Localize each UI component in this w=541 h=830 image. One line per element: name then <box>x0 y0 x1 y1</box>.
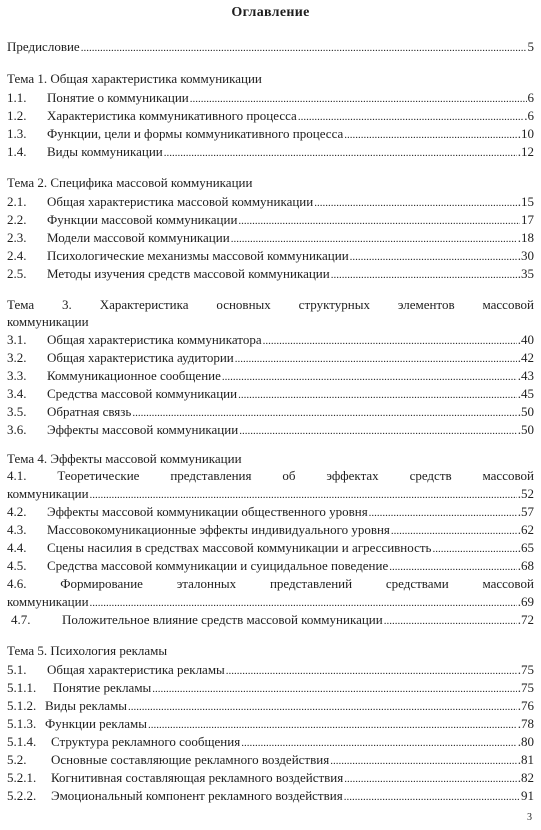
toc-entry <box>7 126 534 142</box>
heading-word: основных <box>216 297 271 312</box>
toc-entry <box>7 194 534 210</box>
toc-entry-number: 1.1. <box>7 90 27 105</box>
toc-entry-page: .40 <box>517 332 534 347</box>
toc-entry-number: 1.3. <box>7 126 27 141</box>
toc-title: Оглавление <box>231 5 310 20</box>
entry-word: массовой <box>482 468 534 483</box>
toc-entry-number: 4.2. <box>7 504 27 519</box>
toc-entry-label: Понятие рекламы <box>53 680 152 695</box>
toc-entry-label: Положительное влияние средств массовой коммуникации <box>62 612 383 627</box>
toc-entry-number: 2.1. <box>7 194 27 209</box>
toc-entry-label: Массовокомуникационные эффекты индивидуального уровня <box>47 522 390 537</box>
toc-entry-page: .65 <box>517 540 534 555</box>
entry-word: представления <box>170 468 252 483</box>
toc-entry <box>7 350 534 366</box>
page-number: 3 <box>527 812 532 823</box>
leader-dots <box>239 423 517 438</box>
toc-entry-preface <box>7 39 534 55</box>
toc-entry-number: 5.2.2. <box>7 788 37 803</box>
entry-word: эталонных <box>176 576 237 591</box>
toc-entry <box>7 266 534 282</box>
toc-entry-number: 3.6. <box>7 422 27 437</box>
toc-entry <box>7 680 534 696</box>
toc-entry-page: .81 <box>517 752 534 767</box>
toc-entry-page: .68 <box>517 558 534 573</box>
toc-entry <box>7 612 534 628</box>
toc-entry-label: Характеристика коммуникативного процесса <box>47 108 297 123</box>
leader-dots <box>81 40 527 55</box>
toc-entry-number: 3.4. <box>7 386 27 401</box>
toc-entry <box>7 422 534 438</box>
topic-heading: Тема 2. Специфика массовой коммуникации <box>7 175 253 190</box>
toc-entry-label: Модели массовой коммуникации <box>47 230 230 245</box>
toc-entry-page: .30 <box>517 248 534 263</box>
toc-entry-wrapped <box>7 576 534 592</box>
entry-word: массовой <box>482 576 534 591</box>
leader-dots <box>298 109 523 124</box>
toc-entry <box>7 332 534 348</box>
leader-dots <box>389 559 517 574</box>
toc-entry-page: .50 <box>517 404 534 419</box>
toc-entry-label: Основные составляющие рекламного воздействия <box>51 752 330 767</box>
toc-entry-label: Когнитивная составляющая рекламного воздействия <box>51 770 344 785</box>
toc-entry <box>7 212 534 228</box>
toc-entry-number: 5.1.4. <box>7 734 37 749</box>
toc-entry-page: .76 <box>517 698 534 713</box>
leader-dots <box>263 333 517 348</box>
entry-word: эффектах <box>326 468 379 483</box>
leader-dots <box>330 753 517 768</box>
toc-entry <box>7 662 534 678</box>
toc-entry-number: 5.1.1. <box>7 680 37 695</box>
toc-entry-wrapped <box>7 468 534 484</box>
toc-entry-label: Психологические механизмы массовой коммуникации <box>47 248 349 263</box>
toc-entry-page: .12 <box>517 144 534 159</box>
leader-dots <box>314 195 517 210</box>
toc-entry-number: 1.2. <box>7 108 27 123</box>
toc-entry-page: .15 <box>517 194 534 209</box>
leader-dots <box>241 735 517 750</box>
leader-dots <box>90 595 517 610</box>
toc-entry-label: коммуникации <box>7 594 89 609</box>
toc-entry-label: Виды коммуникации <box>47 144 163 159</box>
leader-dots <box>344 789 520 804</box>
toc-entry-label: Общая характеристика коммуникатора <box>47 332 262 347</box>
toc-entry-page: .82 <box>517 770 534 785</box>
toc-entry-page: .42 <box>517 350 534 365</box>
toc-entry <box>7 752 534 768</box>
leader-dots <box>231 231 517 246</box>
toc-entry-number: 4.7. <box>11 612 31 627</box>
toc-entry-page: .35 <box>517 266 534 281</box>
toc-entry-number: 5.1.2. <box>7 698 37 713</box>
toc-entry-label: Эффекты массовой коммуникации <box>47 422 239 437</box>
toc-entry <box>7 522 534 538</box>
toc-entry-page: .50 <box>517 422 534 437</box>
toc-entry-number: 2.3. <box>7 230 27 245</box>
heading-word: Характеристика <box>99 297 189 312</box>
toc-entry-page: .43 <box>517 368 534 383</box>
toc-entry-page: .62 <box>517 522 534 537</box>
leader-dots <box>148 717 517 732</box>
toc-entry <box>7 734 534 750</box>
leader-dots <box>164 145 517 160</box>
toc-entry-page: .72 <box>517 612 534 627</box>
toc-entry-page: .18 <box>517 230 534 245</box>
entry-word: средствами <box>385 576 449 591</box>
toc-entry <box>7 144 534 160</box>
toc-entry <box>7 788 534 804</box>
leader-dots <box>226 663 517 678</box>
toc-entry-number: 4.5. <box>7 558 27 573</box>
leader-dots <box>238 387 517 402</box>
toc-entry-number: 5.1.3. <box>7 716 37 731</box>
toc-entry-label: Общая характеристика рекламы <box>47 662 225 677</box>
toc-entry-label: Виды рекламы <box>45 698 128 713</box>
toc-entry-label: Методы изучения средств массовой коммуникации <box>47 266 330 281</box>
toc-entry-page: .80 <box>517 734 534 749</box>
entry-word: Теоретические <box>57 468 140 483</box>
entry-word: 4.6. <box>7 576 27 591</box>
toc-entry <box>7 716 534 732</box>
topic-heading: Тема 1. Общая характеристика коммуникации <box>7 71 262 86</box>
topic-heading: Тема 5. Психология рекламы <box>7 643 168 658</box>
toc-entry-number: 3.5. <box>7 404 27 419</box>
toc-entry-page: .6 <box>524 108 534 123</box>
leader-dots <box>222 369 517 384</box>
toc-entry-label: Коммуникационное сообщение <box>47 368 221 383</box>
entry-word: Формирование <box>60 576 143 591</box>
heading-word: 3. <box>62 297 72 312</box>
toc-entry <box>7 698 534 714</box>
toc-entry-number: 4.4. <box>7 540 27 555</box>
toc-entry-number: 2.2. <box>7 212 27 227</box>
toc-entry-page: .45 <box>517 386 534 401</box>
toc-entry-label: Эмоциональный компонент рекламного воздействия <box>51 788 343 803</box>
toc-entry-label: Понятие о коммуникации <box>47 90 189 105</box>
heading-word: массовой <box>482 297 534 312</box>
leader-dots <box>190 91 527 106</box>
toc-entry-label: Функции рекламы <box>45 716 147 731</box>
toc-entry <box>7 386 534 402</box>
toc-entry-label: Предисловие <box>7 39 80 54</box>
toc-entry <box>7 90 534 106</box>
toc-entry <box>7 504 534 520</box>
toc-entry-number: 2.4. <box>7 248 27 263</box>
leader-dots <box>132 405 516 420</box>
toc-entry-number: 3.1. <box>7 332 27 347</box>
toc-entry-label: Эффекты массовой коммуникации общественного уровня <box>47 504 368 519</box>
leader-dots <box>369 505 517 520</box>
toc-entry-page: 5 <box>527 39 534 54</box>
toc-entry-label: Средства массовой коммуникации <box>47 386 238 401</box>
leader-dots <box>90 487 517 502</box>
heading-word: Тема <box>7 297 35 312</box>
toc-entry-page: .69 <box>517 594 534 609</box>
toc-entry <box>7 230 534 246</box>
toc-entry <box>7 248 534 264</box>
toc-entry-page: .75 <box>517 662 534 677</box>
toc-entry-number: 3.2. <box>7 350 27 365</box>
toc-entry-number: 4.3. <box>7 522 27 537</box>
leader-dots <box>432 541 516 556</box>
topic-heading <box>7 297 534 313</box>
toc-entry <box>7 404 534 420</box>
toc-entry-label: Функции, цели и формы коммуникативного процесса <box>47 126 344 141</box>
toc-entry <box>7 558 534 574</box>
toc-entry-page: .52 <box>517 486 534 501</box>
entry-word: средств <box>409 468 452 483</box>
toc-entry-page: 6 <box>527 90 534 105</box>
toc-entry-page: .57 <box>517 504 534 519</box>
toc-entry-label: Общая характеристика аудитории <box>47 350 234 365</box>
toc-entry-label: Функции массовой коммуникации <box>47 212 238 227</box>
toc-entry-label: Сцены насилия в средствах массовой коммуникации и агрессивность <box>47 540 432 555</box>
toc-entry-number: 2.5. <box>7 266 27 281</box>
leader-dots <box>344 771 517 786</box>
toc-entry-number: 1.4. <box>7 144 27 159</box>
leader-dots <box>128 699 517 714</box>
toc-entry <box>7 770 534 786</box>
leader-dots <box>350 249 517 264</box>
toc-entry-page: 17 <box>521 212 534 227</box>
heading-word: элементов <box>397 297 455 312</box>
toc-entry-label: Средства массовой коммуникации и суицидальное поведение <box>47 558 389 573</box>
toc-entry-label: Общая характеристика массовой коммуникации <box>47 194 314 209</box>
toc-entry-page: .75 <box>517 680 534 695</box>
heading-word: структурных <box>298 297 370 312</box>
toc-entry-label: Структура рекламного сообщения <box>51 734 241 749</box>
entry-word: об <box>282 468 296 483</box>
entry-word: представлений <box>269 576 353 591</box>
toc-entry-number: 5.2.1. <box>7 770 37 785</box>
leader-dots <box>238 213 520 228</box>
leader-dots <box>391 523 517 538</box>
leader-dots <box>235 351 517 366</box>
toc-entry-number: 5.2. <box>7 752 27 767</box>
toc-entry <box>7 108 534 124</box>
topic-heading-continuation: коммуникации <box>7 314 89 329</box>
toc-entry-label: Обратная связь <box>47 404 132 419</box>
topic-heading: Тема 4. Эффекты массовой коммуникации <box>7 451 242 466</box>
toc-entry-page: .10 <box>517 126 534 141</box>
leader-dots <box>384 613 517 628</box>
toc-entry-number: 3.3. <box>7 368 27 383</box>
entry-word: 4.1. <box>7 468 27 483</box>
toc-entry <box>7 540 534 556</box>
leader-dots <box>152 681 516 696</box>
toc-entry-label: коммуникации <box>7 486 89 501</box>
toc-entry-page: .78 <box>517 716 534 731</box>
toc-entry-number: 5.1. <box>7 662 27 677</box>
toc-entry-page: 91 <box>521 788 534 803</box>
toc-entry <box>7 368 534 384</box>
toc-entry-continuation <box>7 594 534 610</box>
leader-dots <box>331 267 517 282</box>
leader-dots <box>344 127 516 142</box>
toc-entry-continuation <box>7 486 534 502</box>
